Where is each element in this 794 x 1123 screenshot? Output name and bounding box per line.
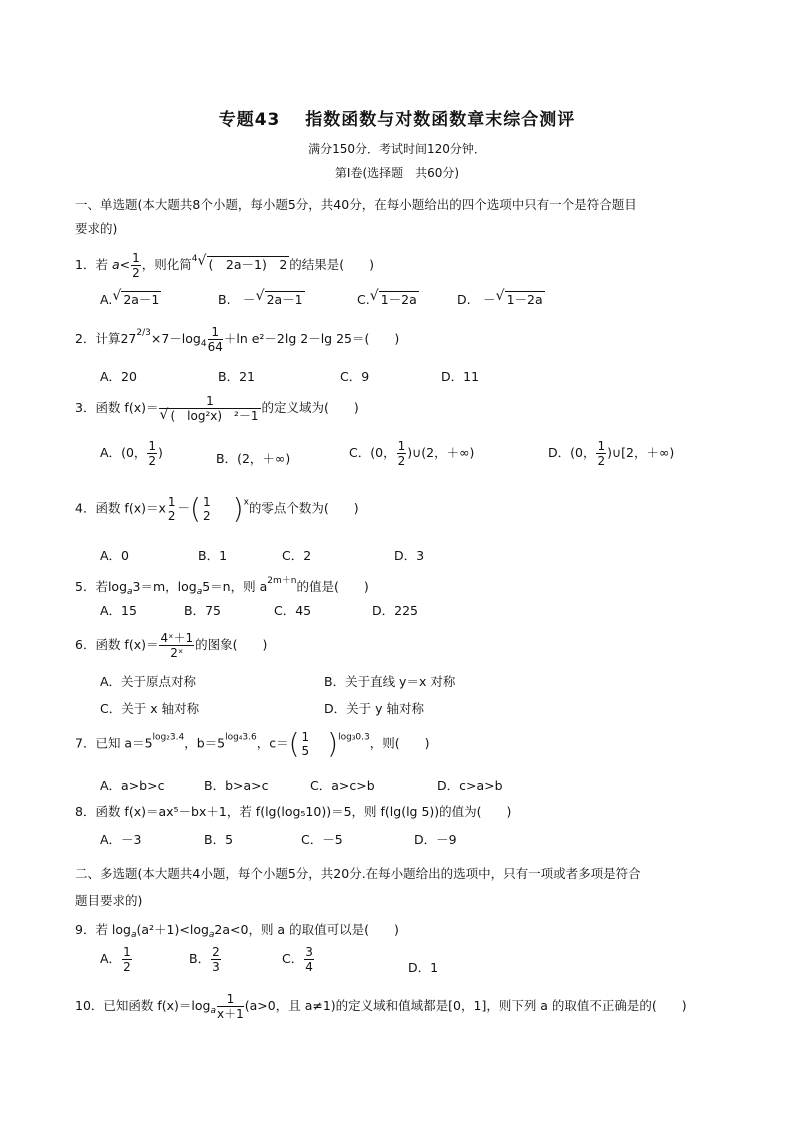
q2-option-b[interactable]: B．21: [218, 369, 255, 384]
q9-option-d[interactable]: D．1: [408, 960, 439, 975]
q5-option-a[interactable]: A．15: [100, 603, 137, 618]
q6-option-c[interactable]: C．关于 x 轴对称: [100, 701, 200, 716]
q6-option-a[interactable]: A．关于原点对称: [100, 674, 197, 689]
section2-heading: 二、多选题(本大题共4小题，每个小题5分，共20分.在每小题给出的选项中，只有一项或者多项是符合: [75, 866, 641, 881]
q1-option-d[interactable]: D. － √ 1－2a: [457, 288, 543, 307]
question-5: 5．若$\log_a3=m$，$\log_a5=n$，则 $a^{2m+n}$的值是( ): [75, 576, 369, 597]
q3-option-b[interactable]: B．(2，＋∞): [216, 451, 291, 466]
q4-option-a[interactable]: A．0: [100, 548, 130, 563]
q2-option-d[interactable]: D．11: [441, 369, 480, 384]
q6-option-b[interactable]: B．关于直线 y＝x 对称: [324, 674, 456, 689]
q8-option-d[interactable]: D．－9: [414, 832, 457, 847]
q2-option-c[interactable]: C．9: [340, 369, 370, 384]
question-1: 1．若 a< $\frac{1}{2}$ ，则化简$^4$ √ ( 2a－1) 2 的结果是( ): [75, 251, 375, 280]
q7-option-c[interactable]: C．a>c>b: [310, 778, 375, 793]
q4-option-b[interactable]: B．1: [198, 548, 228, 563]
q7-option-d[interactable]: D．c>a>b: [437, 778, 503, 793]
question-9: 9．若 $\log_a(a^2+1)<\log_a2a<0$，则 a 的取值可以是( ): [75, 922, 399, 940]
q8-option-c[interactable]: C．－5: [301, 832, 343, 847]
q1-option-b[interactable]: B. － √ 2a－1: [218, 288, 303, 307]
question-3: 3．函数 f(x)＝ 1 √ ( log²x) ²－1 的定义域为( ): [75, 394, 359, 423]
q9-option-b[interactable]: B． $\frac{2}{3}$: [189, 945, 220, 974]
q8-option-b[interactable]: B．5: [204, 832, 234, 847]
q2-option-a[interactable]: A．20: [100, 369, 137, 384]
score-info: 满分150分．考试时间120分钟．: [308, 142, 486, 156]
q7-option-b[interactable]: B．b>a>c: [204, 778, 269, 793]
q3-option-c[interactable]: C．(0， $\frac{1}{2}$ )∪(2，＋∞): [349, 439, 475, 468]
question-4: 4．函数 f(x)＝x 1 2 －( 1 2 )$^x$的零点个数为( ): [75, 492, 359, 525]
q9-option-a[interactable]: A． $\frac{1}{2}$: [100, 945, 131, 974]
q3-option-a[interactable]: A．(0， $\frac{1}{2}$ ): [100, 439, 163, 468]
q5-option-c[interactable]: C．45: [274, 603, 312, 618]
q5-option-b[interactable]: B．75: [184, 603, 221, 618]
q1-option-a[interactable]: A. √ 2a－1: [100, 288, 160, 307]
question-7: 7．已知 $a=5^{log_23.4}$，$b=5^{log_43.6}$，c＝( 1 5 )$^{log_30.3}$，则( ): [75, 727, 430, 760]
q9-option-c[interactable]: C． $\frac{3}{4}$: [282, 945, 313, 974]
q6-option-d[interactable]: D．关于 y 轴对称: [324, 701, 424, 716]
q5-option-d[interactable]: D．225: [372, 603, 418, 618]
q3-option-d[interactable]: D．(0， $\frac{1}{2}$ )∪[2，＋∞): [548, 439, 675, 468]
section1-heading-cont: 要求的): [75, 221, 118, 236]
page-title: 专题43 指数函数与对数函数章末综合测评: [218, 110, 576, 130]
question-8: 8．函数 f(x)＝ax⁵－bx＋1，若 f(lg(log₅10))＝5，则 f(lg(lg 5))的值为( ): [75, 804, 512, 819]
q4-option-d[interactable]: D．3: [394, 548, 425, 563]
section2-heading-cont: 题目要求的): [75, 893, 143, 908]
question-10: 10．已知函数 $f(x)=\log_a$ $\frac{1}{x+1}$ (a>0，且 a≠1)的定义域和值域都是[0，1]，则下列 a 的取值不正确是的( ): [75, 992, 687, 1021]
question-6: 6．函数 f(x)＝ $\frac{\text{4ˣ＋1}}{\text{2ˣ}}$ 的图象( ): [75, 631, 268, 660]
q8-option-a[interactable]: A．－3: [100, 832, 142, 847]
q7-option-a[interactable]: A．a>b>c: [100, 778, 165, 793]
section1-heading: 一、单选题(本大题共8个小题，每小题5分，共40分，在每小题给出的四个选项中只有一个是符合题目: [75, 197, 637, 212]
part-title: 第Ⅰ卷(选择题 共60分): [334, 166, 460, 180]
q4-option-c[interactable]: C．2: [282, 548, 312, 563]
q1-option-c[interactable]: C. √ 1－2a: [357, 288, 417, 307]
question-2: 2．计算$27^{2/3}\times 7-\log_4$ $\frac{1}{64}$ ＋ln e²－2lg 2－lg 25＝( ): [75, 325, 400, 354]
